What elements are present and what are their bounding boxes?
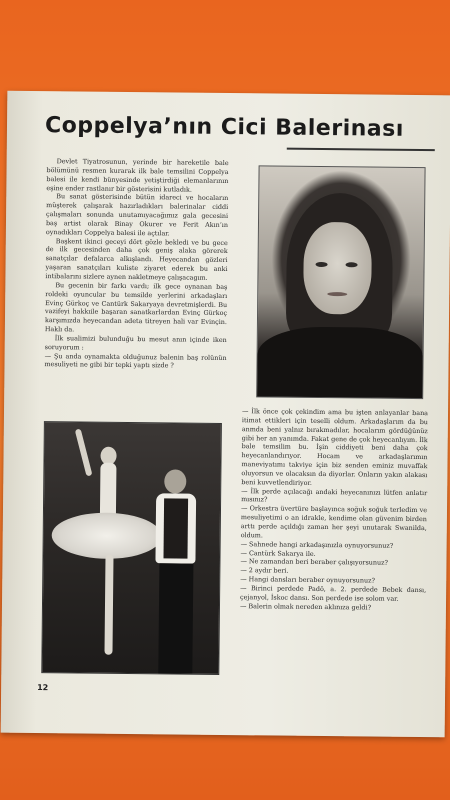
paragraph: Başkent ikinci geceyi dört gözle bekledi ve bu gece de ilk gecesinden daha çok geniş alaka görerek sanatçılar defalarca alkışlandı. Heyecandan gözleri yaşaran sanatçıları kuliste ziyaret ederek bu anki intibalarını sizlere aynen nakletmeye çalışacagım.: [45, 236, 228, 282]
male-dancer-vest: [163, 498, 188, 558]
question: — Şu anda oynamakta olduğunuz balenin baş rolünün mesuliyeti ne gibi bir tepki yaptı sizde ?: [44, 351, 227, 370]
question: — İlk perde açılacağı andaki heyecanınızı lütfen anlatır mısınız?: [241, 486, 428, 504]
article-title: Coppelya’nın Cici Balerinası: [44, 113, 404, 142]
answer: — Birinci perdede Padö, a. 2. perdede Bebek dansı, çejanyol, İskoc dansı. Son perdede ise solom var.: [240, 584, 427, 603]
answer: — 2 aydır beri.: [240, 566, 289, 575]
ballet-photo: [41, 421, 222, 675]
title-underline: [287, 148, 435, 152]
portrait-eye: [346, 262, 358, 267]
portrait-photo: [256, 165, 425, 399]
answer: — İlk önce çok çekindim ama bu işten anlayanlar bana itimat ettikleri için teselli oldum. Arkadaşlarım da bu anmda beni yalnız bırakmadılar, hocalarım gördüğünüz gibi her an yanımda. Fakat gene de çok heyecanlıyım. İlk bale temsilim bu. İşin ciddiyeti beni daha çok heyecanlandırıyor. Hocam ve arkadaşlarımın maneviyatımı takviye için biz senden eminiz muvaffak oluyorsun ve olacaksın da diyorlar. Onların yakın alakası beni kuvvetlendiriyor.: [241, 407, 429, 487]
question: — Sahnede hangi arkadaşınızla oynuyorsunuz?: [240, 539, 394, 550]
ballerina-tutu: [51, 512, 161, 559]
ballerina-arm: [75, 429, 93, 477]
paragraph: Bu gecenin bir farkı vardı; ilk gece oynanan baş roldeki oyuncular bu temsilde yerlerini arkadaşları Evinç Gürkoç ve Cantürk Sakaryaya devretmişlerdi. Bu vazifeyi hakkıile başaran sanatkarlardan Evinç Gürkoç karşımızda heyecandan adeta titreyen hali var Evinçin. Haklı da.: [44, 281, 228, 334]
left-text-column: [44, 157, 228, 371]
question: — Hangi dansları beraber oynuyorsunuz?: [240, 575, 375, 585]
question: — Balerin olmak nereden aklınıza geldi?: [239, 601, 372, 612]
magazine-page: [1, 91, 450, 738]
male-dancer-head: [164, 469, 186, 493]
portrait-eye: [316, 262, 328, 267]
ballerina-leg: [104, 555, 113, 655]
right-text-column: [240, 407, 428, 612]
paragraph: Devlet Tiyatrosunun, yerinde bir hareketile bale bölümünü resmen kurarak ilk bale temsilini Coppelya balesi ile kendi bünyesinde yetiştirdiği elemanlarının eşine ender rastlanır bir gösterisini kutladık.: [46, 157, 229, 194]
paragraph: Bu sanat gösterisinde bütün idareci ve hocaların müşterek çalışarak hazırladıkları balerinalar ciddi çalışmaları sonunda unutamıyacağımız gala gecesini baş artist olarak Binay Okurer ve Ferit Akın’ın oynadıkları Coppelya balesi ile açtılar.: [45, 192, 229, 238]
portrait-shoulders: [257, 326, 423, 398]
portrait-mouth: [327, 292, 347, 296]
answer: — Orkestra üvertüre başlayınca soğuk soğuk terledim ve mesuliyetimi o an idrakle, kendime olan güvenim birden arttı perde açıldığı zaman her şeyi unutarak Swanilda, oldum.: [240, 504, 428, 540]
paragraph: İlk sualimizi bulunduğu bu mesut anın içinde iken soruyorum :: [44, 334, 227, 352]
page-number: 12: [37, 683, 49, 693]
male-dancer-legs: [158, 563, 193, 673]
question: — Ne zamandan beri beraber çalışıyorsunuz?: [240, 557, 388, 568]
answer: — Cantürk Sakarya ile.: [240, 548, 316, 558]
portrait-face: [303, 222, 372, 315]
